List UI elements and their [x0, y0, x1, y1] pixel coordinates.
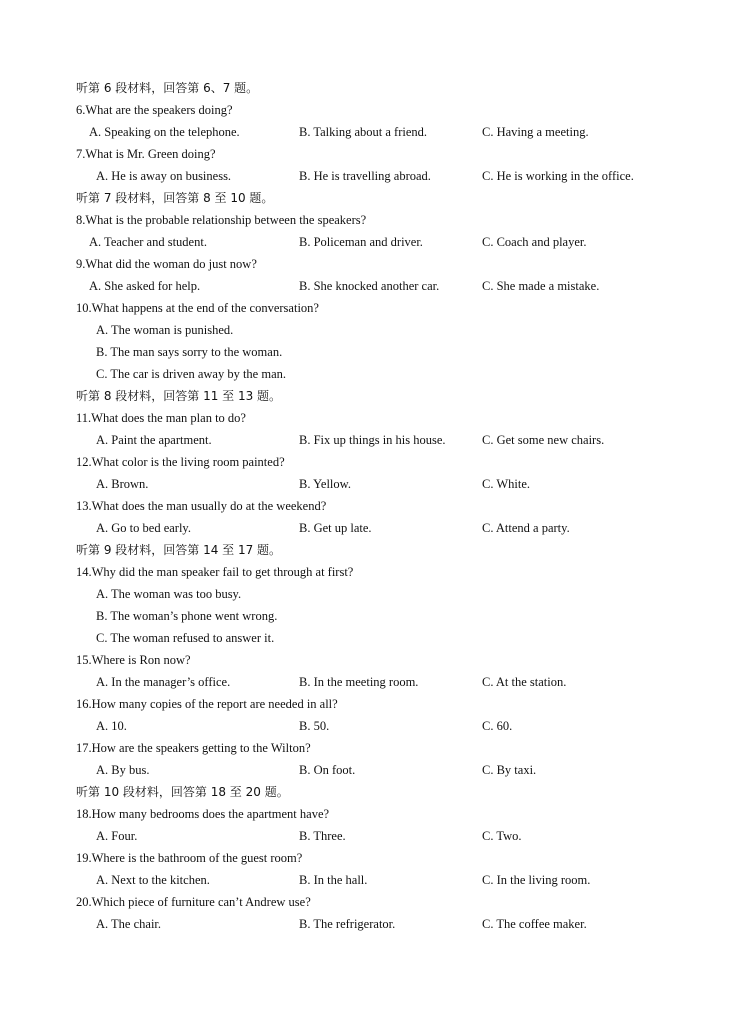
question-18 — [0, 803, 737, 825]
option-c: C. White. — [482, 477, 531, 491]
option-b: B. Talking about a friend. — [299, 125, 428, 139]
options-18 — [0, 825, 737, 847]
option-c: C. Attend a party. — [482, 521, 570, 535]
option-c: C. The woman refused to answer it. — [96, 631, 275, 645]
options-12 — [0, 473, 737, 495]
option-a: A. Paint the apartment. — [96, 433, 212, 447]
option-a: A. The woman is punished. — [96, 323, 234, 337]
option-a: A. Go to bed early. — [96, 521, 191, 535]
option-c: C. Get some new chairs. — [482, 433, 605, 447]
question-stem: 6.What are the speakers doing? — [76, 103, 233, 117]
question-17 — [0, 737, 737, 759]
option-c: C. He is working in the office. — [482, 169, 634, 183]
option-b: B. On foot. — [299, 763, 356, 777]
question-stem: 9.What did the woman do just now? — [76, 257, 257, 271]
question-stem: 14.Why did the man speaker fail to get through at first? — [76, 565, 354, 579]
question-stem: 7.What is Mr. Green doing? — [76, 147, 216, 161]
option-b: B. The woman’s phone went wrong. — [96, 609, 278, 623]
option-b: B. The man says sorry to the woman. — [96, 345, 283, 359]
question-8 — [0, 209, 737, 231]
option-a: A. The chair. — [96, 917, 162, 931]
options-17 — [0, 759, 737, 781]
question-stem: 11.What does the man plan to do? — [76, 411, 246, 425]
option-a: A. She asked for help. — [89, 279, 201, 293]
section-header-8: 听第 8 段材料，回答第 11 至 13 题。 — [76, 389, 282, 403]
question-stem: 10.What happens at the end of the conversation? — [76, 301, 319, 315]
option-b: B. 50. — [299, 719, 330, 733]
options-20 — [0, 913, 737, 935]
question-14 — [0, 561, 737, 583]
option-10-c — [0, 363, 737, 385]
options-11 — [0, 429, 737, 451]
option-b: B. Get up late. — [299, 521, 372, 535]
option-10-b — [0, 341, 737, 363]
question-13 — [0, 495, 737, 517]
question-19 — [0, 847, 737, 869]
option-c: C. 60. — [482, 719, 513, 733]
option-a: A. 10. — [96, 719, 127, 733]
option-a: A. Next to the kitchen. — [96, 873, 210, 887]
option-c: C. The coffee maker. — [482, 917, 587, 931]
question-15 — [0, 649, 737, 671]
option-b: B. She knocked another car. — [299, 279, 440, 293]
option-c: C. She made a mistake. — [482, 279, 600, 293]
option-a: A. By bus. — [96, 763, 150, 777]
option-a: A. Brown. — [96, 477, 149, 491]
option-c: C. In the living room. — [482, 873, 591, 887]
option-c: C. Two. — [482, 829, 522, 843]
option-a: A. Teacher and student. — [89, 235, 207, 249]
option-b: B. In the meeting room. — [299, 675, 419, 689]
option-10-a — [0, 319, 737, 341]
option-a: A. Four. — [96, 829, 138, 843]
option-14-a — [0, 583, 737, 605]
question-7 — [0, 143, 737, 165]
question-stem: 17.How are the speakers getting to the Wilton? — [76, 741, 311, 755]
option-b: B. In the hall. — [299, 873, 368, 887]
question-stem: 8.What is the probable relationship between the speakers? — [76, 213, 367, 227]
options-9 — [0, 275, 737, 297]
question-16 — [0, 693, 737, 715]
option-c: C. Coach and player. — [482, 235, 587, 249]
section-header-6: 听第 6 段材料，回答第 6、7 题。 — [76, 81, 259, 95]
option-c: C. By taxi. — [482, 763, 537, 777]
question-stem: 15.Where is Ron now? — [76, 653, 191, 667]
option-a: A. In the manager’s office. — [96, 675, 231, 689]
section-header-9: 听第 9 段材料，回答第 14 至 17 题。 — [76, 543, 282, 557]
option-b: B. Fix up things in his house. — [299, 433, 446, 447]
option-a: A. Speaking on the telephone. — [89, 125, 240, 139]
option-b: B. Three. — [299, 829, 346, 843]
section-header-10: 听第 10 段材料，回答第 18 至 20 题。 — [76, 785, 289, 799]
question-12 — [0, 451, 737, 473]
options-16 — [0, 715, 737, 737]
question-11 — [0, 407, 737, 429]
question-stem: 20.Which piece of furniture can’t Andrew use? — [76, 895, 311, 909]
question-20 — [0, 891, 737, 913]
options-7 — [0, 165, 737, 187]
question-stem: 12.What color is the living room painted? — [76, 455, 285, 469]
question-10 — [0, 297, 737, 319]
question-stem: 19.Where is the bathroom of the guest room? — [76, 851, 303, 865]
question-stem: 13.What does the man usually do at the weekend? — [76, 499, 327, 513]
option-b: B. The refrigerator. — [299, 917, 396, 931]
options-8 — [0, 231, 737, 253]
question-6 — [0, 99, 737, 121]
question-stem: 18.How many bedrooms does the apartment have? — [76, 807, 330, 821]
section-header-7: 听第 7 段材料，回答第 8 至 10 题。 — [76, 191, 274, 205]
option-14-c — [0, 627, 737, 649]
options-15 — [0, 671, 737, 693]
option-14-b — [0, 605, 737, 627]
question-stem: 16.How many copies of the report are needed in all? — [76, 697, 338, 711]
options-13 — [0, 517, 737, 539]
question-9 — [0, 253, 737, 275]
option-a: A. He is away on business. — [96, 169, 232, 183]
option-c: C. Having a meeting. — [482, 125, 589, 139]
option-a: A. The woman was too busy. — [96, 587, 242, 601]
options-19 — [0, 869, 737, 891]
option-c: C. At the station. — [482, 675, 567, 689]
option-b: B. Yellow. — [299, 477, 351, 491]
options-6 — [0, 121, 737, 143]
option-b: B. He is travelling abroad. — [299, 169, 431, 183]
option-c: C. The car is driven away by the man. — [96, 367, 286, 381]
option-b: B. Policeman and driver. — [299, 235, 423, 249]
